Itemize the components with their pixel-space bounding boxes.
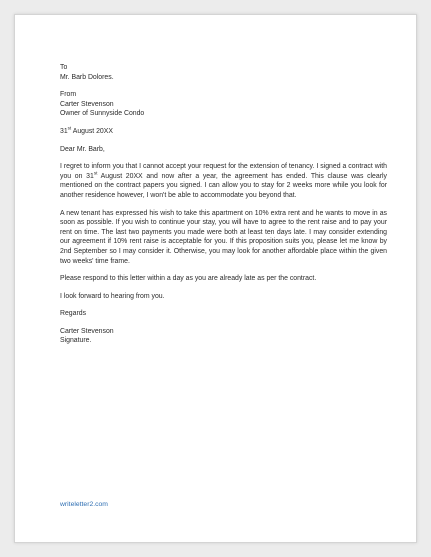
paragraph-1-sup: st [93,170,98,176]
paragraph-3: Please respond to this letter within a day as you are already late as per the contract. [60,275,317,283]
closing: Regards [60,310,87,318]
paragraph-1-part-1: I regret to inform you that I cannot accept your request for the extension of tenancy. I signed a contract with you on 31 [60,163,387,180]
date-day: 31 [60,127,68,135]
date-suffix: st [67,125,72,131]
signature-label: Signature. [60,337,92,345]
sender-name: Carter Stevenson [60,100,114,108]
salutation: Dear Mr. Barb, [60,145,105,153]
sender-label: From [60,91,77,99]
sender-block [60,90,387,119]
paragraph-1-part-2: August 20XX and now after a year, the agreement has ended. This clause was clearly mentioned on the contract papers you signed. I can allow you to stay for 2 weeks more while you look for another residence however, I won't be able to accommodate you beyond that. [60,172,387,199]
sender-title: Owner of Sunnyside Condo [60,110,145,118]
recipient-name: Mr. Barb Dolores. [60,73,114,81]
paragraph-1 [60,162,387,200]
recipient-label: To [60,64,68,71]
date-rest: August 20XX [71,127,113,135]
footer-site-link[interactable]: writeletter2.com [60,501,108,508]
signature-block [60,327,387,346]
letter-body [60,63,387,354]
signature-name: Carter Stevenson [60,327,114,335]
letter-date [60,127,387,137]
paragraph-2: A new tenant has expressed his wish to take this apartment on 10% extra rent and he wants to move in as soon as possible. If you wish to continue your stay, you will have to agree to the rent raise and to pay your rent on time. The last two payments you made were both at least ten days late. I may consider extending our agreement if 10% rent raise is acceptable for you. If this proposition suits you, please let me know by 2nd September so I may consider it. Otherwise, you may look for another affordable place within the given two weeks' time frame. [60,209,387,265]
paragraph-4: I look forward to hearing from you. [60,292,165,300]
letter-page [14,14,417,543]
recipient-block [60,63,387,82]
